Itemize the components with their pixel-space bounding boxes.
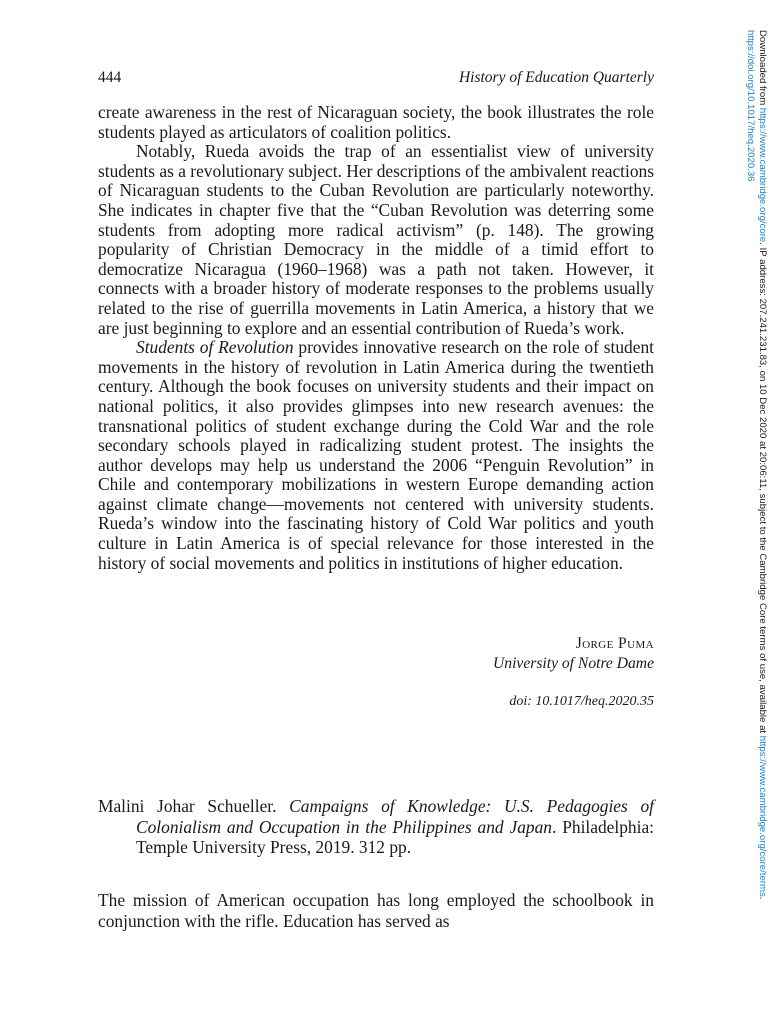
paragraph-2: Notably, Rueda avoids the trap of an essentialist view of university students as a revolutionary subject. Her descriptions of the ambivalent reactions of Nicaraguan students to the Cuban Revolution are particularly noteworthy. She indicates in chapter five that the “Cuban Revolution was deterring some students from adopting more radical activism” (p. 148). The growing popularity of Christian Democracy in the middle of a timid effort to democratize Nicaragua (1960–1968) was a path not taken. However, it connects with a broader history of moderate responses to the problems usually related to the rise of guerrilla movements in Latin America, a history that we are just beginning to explore and an essential contribution of Rueda’s work. — [98, 141, 654, 338]
paragraph-3 — [98, 338, 654, 573]
page-number: 444 — [98, 69, 122, 86]
reviewer-affiliation: University of Notre Dame — [493, 655, 654, 672]
citation-publication: . Philadelphia: Temple University Press, 2019. 312 pp. — [136, 816, 654, 857]
next-review-opening: The mission of American occupation has long employed the schoolbook in conjunction with the rifle. Education has served as — [98, 890, 654, 931]
paragraph-1: create awareness in the rest of Nicaraguan society, the book illustrates the role students played as articulators of coalition politics. — [98, 102, 654, 142]
citation-title: Campaigns of Knowledge: U.S. Pedagogies of Colonialism and Occupation in the Philippines and Japan — [136, 796, 654, 837]
download-notice — [744, 30, 768, 960]
paragraph-3-text: provides innovative research on the role of student movements in the history of revolution in Latin America during the twentieth century. Although the book focuses on university students and their impact on national politics, it also provides glimpses into new research avenues: the transnational politics of student exchange during the Cold War and the role secondary schools played in radicalizing student protest. The insights the author develops may help us understand the 2006 “Penguin Revolution” in Chile and contemporary mobilizations in western Europe demanding action against climate change—movements not centered with university students. Rueda’s window into the fascinating history of Cold War politics and youth culture in Latin America is of special relevance for those interested in the history of social movements and politics in institutions of higher education. — [98, 337, 654, 573]
reviewer-signature — [493, 634, 654, 674]
citation-author: Malini Johar Schueller. — [98, 796, 290, 816]
cambridge-core-link[interactable]: https://www.cambridge.org/core — [757, 107, 768, 243]
download-notice-text: Downloaded from https://www.cambridge.org/core. IP address: 207.241.231.83, on 10 Dec 2020 at 20:06:11, subject to the Cambridge Core terms of use, available at https://www.cambridge.org/core/terms. https://doi.org/10.1017/heq.2020.36 — [745, 30, 768, 900]
reviewer-name: Jorge Puma — [575, 635, 654, 652]
doi-label: doi: 10.1017/heq.2020.35 — [509, 694, 654, 709]
review-body — [98, 103, 654, 573]
terms-link[interactable]: https://www.cambridge.org/core/terms — [757, 735, 768, 897]
next-review-citation — [98, 796, 654, 858]
book-title-reference: Students of Revolution — [136, 337, 294, 358]
doi-link[interactable]: https://doi.org/10.1017/heq.2020.36 — [745, 30, 756, 182]
journal-title: History of Education Quarterly — [458, 69, 654, 86]
